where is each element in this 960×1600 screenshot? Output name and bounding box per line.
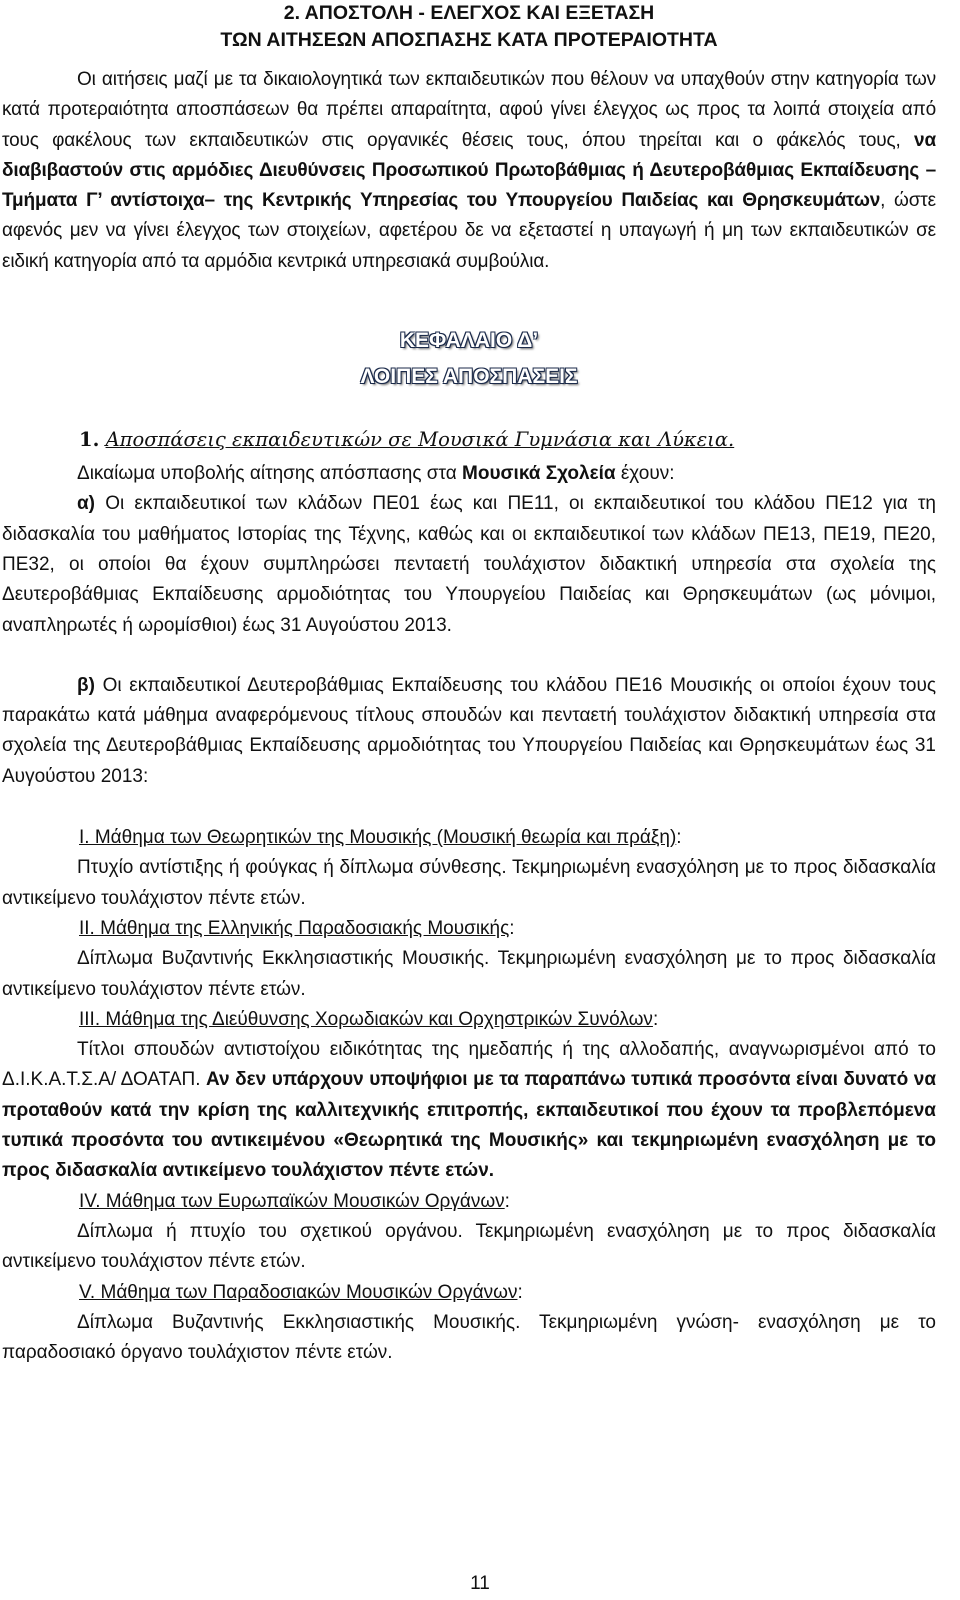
section-title-line2: ΤΩΝ ΑΙΤΗΣΕΩΝ ΑΠΟΣΠΑΣΗΣ ΚΑΤΑ ΠΡΟΤΕΡΑΙΟΤΗΤΑ [220, 29, 718, 51]
chapter-title-line1: ΚΕΦΑΛΑΙΟ Δ’ [399, 329, 539, 353]
item-5-title [2, 1278, 936, 1308]
chapter-title-line2: ΛΟΙΠΕΣ ΑΠΟΣΠΑΣΕΙΣ [360, 365, 578, 389]
rights-intro [2, 459, 936, 489]
item-4-title [2, 1187, 936, 1217]
subsection-number: 1. [79, 428, 100, 452]
item-3-text-plain: Τίτλοι σπουδών αντιστοίχου ειδικότητας της ημεδαπής ή της αλλοδαπής, αναγνωρισμένοι από το Δ.Ι.Κ.Α.Τ.Σ.Α/ ΔΟΑΤΑΠ. [2, 1039, 936, 1091]
item-1-colon: : [676, 827, 682, 849]
item-2-title-text: ΙΙ. Μάθημα της Ελληνικής Παραδοσιακής Μουσικής [79, 917, 510, 939]
subsection-title: Αποσπάσεις εκπαιδευτικών σε Μουσικά Γυμνάσια και Λύκεια. [105, 428, 735, 452]
item-1-title [2, 823, 936, 853]
clause-b-text: Οι εκπαιδευτικοί Δευτεροβάθμιας Εκπαίδευσης του κλάδου ΠΕ16 Μουσικής οι οποίοι έχουν τους παρακάτω κατά μάθημα αναφερόμενους τίτλους σπουδών και πενταετή τουλάχιστον διδακτική υπηρεσία στα σχολεία της Δευτεροβάθμιας Εκπαίδευσης αρμοδιότητας του Υπουργείου Παιδείας και Θρησκευμάτων έως 31 Αυγούστου 2013: [2, 674, 936, 787]
intro-paragraph [2, 65, 936, 277]
clause-a-label: α) [77, 493, 96, 515]
intro-text-bold: να διαβιβαστούν στις αρμόδιες Διευθύνσεις Προσωπικού Πρωτοβάθμιας ή Δευτεροβάθμιας Εκπαίδευσης –Τμήματα Γ’ αντίστοιχα– της Κεντρικής Υπηρεσίας του Υπουργείου Παιδείας και Θρησκευμάτων [2, 129, 936, 212]
item-5-title-text: V. Μάθημα των Παραδοσιακών Μουσικών Οργάνων [79, 1281, 518, 1303]
rights-intro-bold: Μουσικά Σχολεία [462, 463, 616, 485]
item-1-title-text: Ι. Μάθημα των Θεωρητικών της Μουσικής (Μουσική θεωρία και πράξη) [79, 827, 677, 849]
spacer [2, 792, 936, 823]
item-3-text [2, 1035, 936, 1186]
item-2-colon: : [509, 917, 515, 939]
item-1-text: Πτυχίο αντίστιξης ή φούγκας ή δίπλωμα σύνθεσης. Τεκμηριωμένη ενασχόληση με το προς διδασκαλία αντικείμενο τουλάχιστον πέντε ετών. [2, 857, 936, 909]
subsection-heading [2, 425, 936, 455]
item-2-title [2, 914, 936, 944]
intro-text-part1: Οι αιτήσεις μαζί με τα δικαιολογητικά των εκπαιδευτικών που θέλουν να υπαχθούν στην κατηγορία των κατά προτεραιότητα αποσπάσεων θα πρέπει απαραίτητα, αφού γίνει έλεγχος ως προς τα λοιπά στοιχεία από τους φακέλους των εκπαιδευτικών στις οργανικές θέσεις τους, όπου τηρείται και ο φάκελός τους, [2, 69, 936, 151]
item-4-title-text: ΙV. Μάθημα των Ευρωπαϊκών Μουσικών Οργάνων [79, 1190, 505, 1212]
item-5-colon: : [517, 1281, 523, 1303]
rights-intro-part1: Δικαίωμα υποβολής αίτησης απόσπασης στα [77, 463, 463, 485]
item-3-text-bold: Αν δεν υπάρχουν υποψήφιοι με τα παραπάνω τυπικά προσόντα είναι δυνατό να προταθούν κατά την κρίση της καλλιτεχνικής επιτροπής, εκπαιδευτικοί που έχουν τα προβλεπόμενα τυπικά προσόντα του αντικειμένου «Θεωρητικά της Μουσικής» και τεκμηριωμένη ενασχόληση με το προς διδασκαλία αντικείμενο τουλάχιστον πέντε ετών. [2, 1069, 937, 1182]
intro-text-part2: , ώστε αφενός μεν να γίνει έλεγχος των στοιχείων, αφετέρου δε να εξεταστεί η υπαγωγή ή μη των εκπαιδευτικών σε ειδική κατηγορία από τα αρμόδια κεντρικά υπηρεσιακά συμβούλια. [2, 190, 936, 272]
clause-b-label: β) [77, 674, 95, 696]
clause-b [2, 671, 936, 792]
clause-a-text: Οι εκπαιδευτικοί των κλάδων ΠΕ01 έως και ΠΕ11, οι εκπαιδευτικοί του κλάδου ΠΕ12 για τη διδασκαλία του μαθήματος Ιστορίας της Τέχνης, καθώς και οι εκπαιδευτικοί των κλάδων ΠΕ13, ΠΕ19, ΠΕ20, ΠΕ32, οι οποίοι θα έχουν συμπληρώσει πενταετή τουλάχιστον διδακτική υπηρεσία στα σχολεία της Δευτεροβάθμιας Εκπαίδευσης αρμοδιότητας του Υπουργείου Παιδείας και Θρησκευμάτων (ως μόνιμοι, αναπληρωτές ή ωρομίσθιοι) έως 31 Αυγούστου 2013. [2, 493, 936, 636]
item-3-title [2, 1005, 936, 1035]
page-number: 11 [470, 1573, 490, 1594]
section-title-line1: 2. ΑΠΟΣΤΟΛΗ - ΕΛΕΓΧΟΣ ΚΑΙ ΕΞΕΤΑΣΗ [283, 2, 655, 24]
item-4-colon: : [504, 1190, 510, 1212]
item-2-text: Δίπλωμα Βυζαντινής Εκκλησιαστικής Μουσικής. Τεκμηριωμένη ενασχόληση με το προς διδασκαλία αντικείμενο τουλάχιστον πέντε ετών. [2, 948, 936, 1000]
item-3-colon: : [652, 1008, 659, 1030]
item-5-text: Δίπλωμα Βυζαντινής Εκκλησιαστικής Μουσικής. Τεκμηριωμένη γνώση- ενασχόληση με το παραδοσιακό όργανο τουλάχιστον πέντε ετών. [2, 1311, 936, 1364]
rights-intro-part2: έχουν: [615, 463, 675, 485]
item-3-title-text: ΙΙΙ. Μάθημα της Διεύθυνσης Χορωδιακών και Ορχηστρικών Συνόλων [79, 1008, 653, 1030]
clause-a [2, 489, 936, 640]
spacer [2, 641, 936, 671]
item-4-text: Δίπλωμα ή πτυχίο του σχετικού οργάνου. Τεκμηριωμένη ενασχόληση με το προς διδασκαλία αντικείμενο τουλάχιστον πέντε ετών. [2, 1220, 936, 1273]
